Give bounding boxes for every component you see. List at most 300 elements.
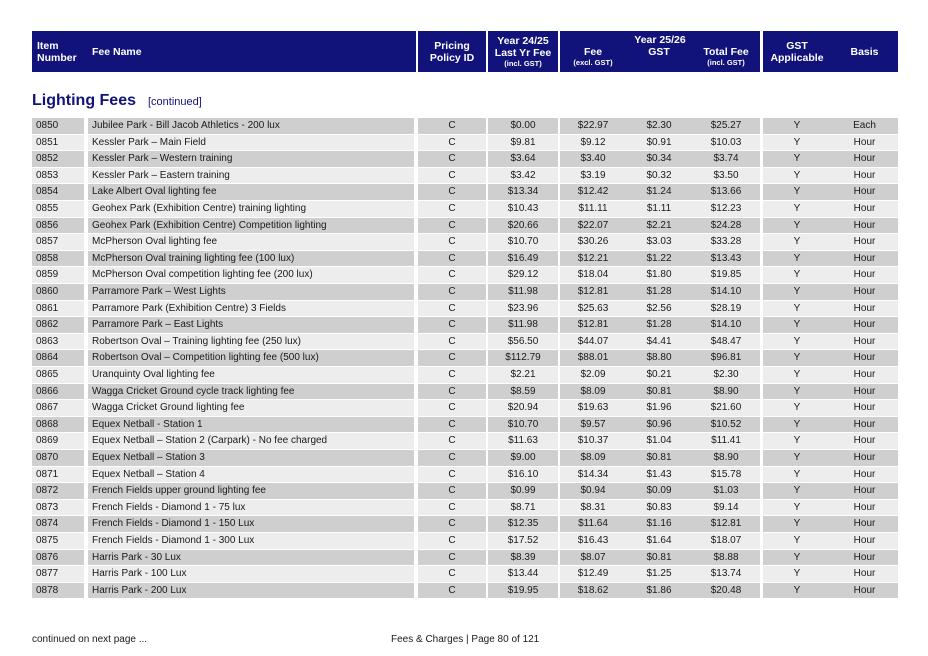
total-fee-cell: $10.52 [692, 417, 760, 433]
table-row [0, 334, 928, 350]
gst-applicable-cell: Y [763, 218, 831, 234]
last-yr-fee-cell: $10.70 [488, 417, 558, 433]
pricing-policy-cell: C [418, 583, 486, 599]
last-yr-fee-cell: $9.00 [488, 450, 558, 466]
table-row [0, 367, 928, 383]
pricing-policy-cell: C [418, 168, 486, 184]
table-row [0, 301, 928, 317]
table-row [0, 218, 928, 234]
header-incl-gst-1: (incl. GST) [504, 58, 542, 68]
pricing-policy-cell: C [418, 450, 486, 466]
header-total-fee [692, 31, 760, 72]
total-fee-cell: $33.28 [692, 234, 760, 250]
header-item-number [37, 31, 77, 72]
fee-excl-gst-cell: $12.42 [560, 184, 626, 200]
last-yr-fee-cell: $56.50 [488, 334, 558, 350]
header-last-yr-fee-label: Last Yr Fee [494, 46, 552, 59]
gst-applicable-cell: Y [763, 583, 831, 599]
total-fee-cell: $10.03 [692, 135, 760, 151]
last-yr-fee-cell: $17.52 [488, 533, 558, 549]
gst-cell: $1.43 [626, 467, 692, 483]
table-header-main [32, 31, 416, 72]
basis-cell: Hour [831, 168, 898, 184]
last-yr-fee-cell: $16.49 [488, 251, 558, 267]
fee-name-cell: Uranquinty Oval lighting fee [88, 367, 414, 383]
gst-cell: $1.80 [626, 267, 692, 283]
gst-applicable-cell: Y [763, 483, 831, 499]
pricing-policy-cell: C [418, 483, 486, 499]
fee-excl-gst-cell: $12.81 [560, 317, 626, 333]
pricing-policy-cell: C [418, 218, 486, 234]
basis-cell: Hour [831, 317, 898, 333]
basis-cell: Hour [831, 533, 898, 549]
header-item-number-line2: Number [37, 51, 77, 64]
gst-applicable-cell: Y [763, 450, 831, 466]
gst-applicable-cell: Y [763, 400, 831, 416]
item-number-cell: 0861 [32, 301, 84, 317]
fee-excl-gst-cell: $25.63 [560, 301, 626, 317]
fee-name-cell: Jubilee Park - Bill Jacob Athletics - 200 lux [88, 118, 414, 134]
gst-applicable-cell: Y [763, 334, 831, 350]
fee-excl-gst-cell: $2.09 [560, 367, 626, 383]
header-gst-applicable-line2: Applicable [770, 51, 824, 64]
total-fee-cell: $48.47 [692, 334, 760, 350]
pricing-policy-cell: C [418, 184, 486, 200]
fee-excl-gst-cell: $14.34 [560, 467, 626, 483]
gst-cell: $1.25 [626, 566, 692, 582]
fee-excl-gst-cell: $8.09 [560, 384, 626, 400]
item-number-cell: 0850 [32, 118, 84, 134]
last-yr-fee-cell: $9.81 [488, 135, 558, 151]
pricing-policy-cell: C [418, 118, 486, 134]
table-row [0, 566, 928, 582]
header-year-2425 [488, 31, 558, 72]
basis-cell: Hour [831, 467, 898, 483]
total-fee-cell: $3.50 [692, 168, 760, 184]
basis-cell: Hour [831, 516, 898, 532]
gst-applicable-cell: Y [763, 267, 831, 283]
last-yr-fee-cell: $11.98 [488, 317, 558, 333]
last-yr-fee-cell: $13.34 [488, 184, 558, 200]
basis-cell: Hour [831, 550, 898, 566]
fee-excl-gst-cell: $8.31 [560, 500, 626, 516]
gst-applicable-cell: Y [763, 367, 831, 383]
fee-excl-gst-cell: $22.07 [560, 218, 626, 234]
fee-name-cell: French Fields - Diamond 1 - 300 Lux [88, 533, 414, 549]
last-yr-fee-cell: $11.63 [488, 433, 558, 449]
item-number-cell: 0875 [32, 533, 84, 549]
fee-name-cell: Equex Netball – Station 3 [88, 450, 414, 466]
table-row [0, 533, 928, 549]
fee-name-cell: Kessler Park – Main Field [88, 135, 414, 151]
pricing-policy-cell: C [418, 467, 486, 483]
pricing-policy-cell: C [418, 201, 486, 217]
total-fee-cell: $21.60 [692, 400, 760, 416]
table-row [0, 500, 928, 516]
basis-cell: Hour [831, 234, 898, 250]
fee-excl-gst-cell: $3.19 [560, 168, 626, 184]
header-year-2526-label: Year 25/26 [634, 34, 686, 46]
gst-cell: $1.96 [626, 400, 692, 416]
gst-cell: $2.30 [626, 118, 692, 134]
total-fee-cell: $13.66 [692, 184, 760, 200]
fee-excl-gst-cell: $18.04 [560, 267, 626, 283]
gst-cell: $1.86 [626, 583, 692, 599]
gst-applicable-cell: Y [763, 533, 831, 549]
total-fee-cell: $11.41 [692, 433, 760, 449]
total-fee-cell: $9.14 [692, 500, 760, 516]
pricing-policy-cell: C [418, 234, 486, 250]
total-fee-cell: $19.85 [692, 267, 760, 283]
gst-cell: $0.81 [626, 450, 692, 466]
gst-applicable-cell: Y [763, 201, 831, 217]
last-yr-fee-cell: $12.35 [488, 516, 558, 532]
basis-cell: Hour [831, 184, 898, 200]
fee-name-cell: Wagga Cricket Ground lighting fee [88, 400, 414, 416]
gst-applicable-cell: Y [763, 317, 831, 333]
item-number-cell: 0868 [32, 417, 84, 433]
table-row [0, 234, 928, 250]
fee-name-cell: Harris Park - 200 Lux [88, 583, 414, 599]
table-row [0, 135, 928, 151]
fee-excl-gst-cell: $8.07 [560, 550, 626, 566]
header-pricing-policy-line1: Pricing [434, 39, 470, 52]
total-fee-cell: $2.30 [692, 367, 760, 383]
basis-cell: Hour [831, 400, 898, 416]
basis-cell: Hour [831, 301, 898, 317]
total-fee-cell: $8.90 [692, 384, 760, 400]
table-row [0, 483, 928, 499]
total-fee-cell: $8.90 [692, 450, 760, 466]
gst-applicable-cell: Y [763, 500, 831, 516]
header-item-number-line1: Item [37, 39, 59, 52]
last-yr-fee-cell: $13.44 [488, 566, 558, 582]
fee-name-cell: Geohex Park (Exhibition Centre) training lighting [88, 201, 414, 217]
last-yr-fee-cell: $0.99 [488, 483, 558, 499]
table-header-gst [763, 31, 898, 72]
gst-cell: $0.21 [626, 367, 692, 383]
gst-applicable-cell: Y [763, 384, 831, 400]
last-yr-fee-cell: $16.10 [488, 467, 558, 483]
table-row [0, 201, 928, 217]
fee-excl-gst-cell: $18.62 [560, 583, 626, 599]
fee-name-cell: McPherson Oval competition lighting fee (200 lux) [88, 267, 414, 283]
gst-applicable-cell: Y [763, 151, 831, 167]
fee-excl-gst-cell: $8.09 [560, 450, 626, 466]
item-number-cell: 0860 [32, 284, 84, 300]
last-yr-fee-cell: $3.64 [488, 151, 558, 167]
footer-page-info: Fees & Charges | Page 80 of 121 [391, 634, 540, 645]
gst-applicable-cell: Y [763, 284, 831, 300]
pricing-policy-cell: C [418, 566, 486, 582]
gst-cell: $1.22 [626, 251, 692, 267]
header-fee-name [92, 31, 142, 72]
section-continued: [continued] [148, 96, 202, 108]
basis-cell: Hour [831, 384, 898, 400]
fee-excl-gst-cell: $12.49 [560, 566, 626, 582]
item-number-cell: 0865 [32, 367, 84, 383]
header-gst-applicable [763, 31, 831, 72]
gst-cell: $4.41 [626, 334, 692, 350]
basis-cell: Hour [831, 284, 898, 300]
basis-cell: Hour [831, 566, 898, 582]
item-number-cell: 0863 [32, 334, 84, 350]
header-incl-gst-2: (incl. GST) [707, 58, 745, 67]
basis-cell: Each [831, 118, 898, 134]
fee-name-cell: Harris Park - 100 Lux [88, 566, 414, 582]
gst-applicable-cell: Y [763, 251, 831, 267]
gst-cell: $2.21 [626, 218, 692, 234]
header-gst [626, 31, 692, 72]
total-fee-cell: $28.19 [692, 301, 760, 317]
fee-excl-gst-cell: $44.07 [560, 334, 626, 350]
table-row [0, 267, 928, 283]
last-yr-fee-cell: $0.00 [488, 118, 558, 134]
pricing-policy-cell: C [418, 317, 486, 333]
fee-excl-gst-cell: $22.97 [560, 118, 626, 134]
last-yr-fee-cell: $29.12 [488, 267, 558, 283]
gst-applicable-cell: Y [763, 433, 831, 449]
table-row [0, 168, 928, 184]
last-yr-fee-cell: $8.59 [488, 384, 558, 400]
header-year-2425-label: Year 24/25 [497, 34, 549, 47]
gst-cell: $0.34 [626, 151, 692, 167]
gst-cell: $0.81 [626, 384, 692, 400]
last-yr-fee-cell: $19.95 [488, 583, 558, 599]
item-number-cell: 0853 [32, 168, 84, 184]
fee-excl-gst-cell: $16.43 [560, 533, 626, 549]
item-number-cell: 0877 [32, 566, 84, 582]
last-yr-fee-cell: $3.42 [488, 168, 558, 184]
fee-name-cell: Kessler Park – Western training [88, 151, 414, 167]
fee-excl-gst-cell: $9.57 [560, 417, 626, 433]
table-row [0, 433, 928, 449]
basis-cell: Hour [831, 483, 898, 499]
gst-cell: $1.16 [626, 516, 692, 532]
total-fee-cell: $25.27 [692, 118, 760, 134]
fee-excl-gst-cell: $19.63 [560, 400, 626, 416]
fee-name-cell: Equex Netball – Station 4 [88, 467, 414, 483]
item-number-cell: 0878 [32, 583, 84, 599]
total-fee-cell: $14.10 [692, 317, 760, 333]
fee-excl-gst-cell: $3.40 [560, 151, 626, 167]
fee-name-cell: Equex Netball – Station 2 (Carpark) - No fee charged [88, 433, 414, 449]
total-fee-cell: $14.10 [692, 284, 760, 300]
fee-name-cell: Harris Park - 30 Lux [88, 550, 414, 566]
basis-cell: Hour [831, 450, 898, 466]
table-row [0, 184, 928, 200]
last-yr-fee-cell: $8.39 [488, 550, 558, 566]
pricing-policy-cell: C [418, 301, 486, 317]
basis-cell: Hour [831, 433, 898, 449]
basis-cell: Hour [831, 251, 898, 267]
gst-applicable-cell: Y [763, 301, 831, 317]
section-heading [32, 92, 202, 112]
header-gst-applicable-line1: GST [786, 39, 808, 52]
fee-name-cell: Geohex Park (Exhibition Centre) Competition lighting [88, 218, 414, 234]
fee-excl-gst-cell: $12.81 [560, 284, 626, 300]
pricing-policy-cell: C [418, 500, 486, 516]
fee-name-cell: Lake Albert Oval lighting fee [88, 184, 414, 200]
item-number-cell: 0870 [32, 450, 84, 466]
total-fee-cell: $8.88 [692, 550, 760, 566]
total-fee-cell: $18.07 [692, 533, 760, 549]
header-basis [831, 31, 898, 72]
fee-excl-gst-cell: $11.64 [560, 516, 626, 532]
gst-cell: $0.83 [626, 500, 692, 516]
gst-applicable-cell: Y [763, 118, 831, 134]
gst-applicable-cell: Y [763, 184, 831, 200]
total-fee-cell: $24.28 [692, 218, 760, 234]
gst-cell: $0.81 [626, 550, 692, 566]
gst-cell: $0.96 [626, 417, 692, 433]
gst-cell: $0.32 [626, 168, 692, 184]
item-number-cell: 0872 [32, 483, 84, 499]
fee-excl-gst-cell: $88.01 [560, 350, 626, 366]
gst-applicable-cell: Y [763, 234, 831, 250]
table-row [0, 118, 928, 134]
pricing-policy-cell: C [418, 400, 486, 416]
item-number-cell: 0866 [32, 384, 84, 400]
item-number-cell: 0855 [32, 201, 84, 217]
table-row [0, 583, 928, 599]
fee-name-cell: Robertson Oval – Competition lighting fee (500 lux) [88, 350, 414, 366]
basis-cell: Hour [831, 367, 898, 383]
last-yr-fee-cell: $20.66 [488, 218, 558, 234]
table-row [0, 251, 928, 267]
item-number-cell: 0862 [32, 317, 84, 333]
total-fee-cell: $13.74 [692, 566, 760, 582]
last-yr-fee-cell: $20.94 [488, 400, 558, 416]
basis-cell: Hour [831, 201, 898, 217]
item-number-cell: 0874 [32, 516, 84, 532]
pricing-policy-cell: C [418, 516, 486, 532]
total-fee-cell: $12.81 [692, 516, 760, 532]
total-fee-cell: $1.03 [692, 483, 760, 499]
fee-name-cell: Parramore Park – West Lights [88, 284, 414, 300]
footer-continued: continued on next page ... [32, 634, 148, 645]
gst-applicable-cell: Y [763, 550, 831, 566]
basis-cell: Hour [831, 135, 898, 151]
fee-name-cell: Parramore Park (Exhibition Centre) 3 Fields [88, 301, 414, 317]
basis-cell: Hour [831, 417, 898, 433]
total-fee-cell: $20.48 [692, 583, 760, 599]
gst-cell: $1.64 [626, 533, 692, 549]
pricing-policy-cell: C [418, 350, 486, 366]
header-basis-label: Basis [850, 45, 879, 58]
table-row [0, 467, 928, 483]
last-yr-fee-cell: $112.79 [488, 350, 558, 366]
gst-cell: $0.91 [626, 135, 692, 151]
fee-name-cell: Equex Netball - Station 1 [88, 417, 414, 433]
table-row [0, 450, 928, 466]
pricing-policy-cell: C [418, 550, 486, 566]
fee-excl-gst-cell: $11.11 [560, 201, 626, 217]
pricing-policy-cell: C [418, 384, 486, 400]
last-yr-fee-cell: $11.98 [488, 284, 558, 300]
total-fee-cell: $96.81 [692, 350, 760, 366]
item-number-cell: 0858 [32, 251, 84, 267]
gst-cell: $1.04 [626, 433, 692, 449]
gst-applicable-cell: Y [763, 566, 831, 582]
pricing-policy-cell: C [418, 151, 486, 167]
gst-cell: $8.80 [626, 350, 692, 366]
pricing-policy-cell: C [418, 267, 486, 283]
gst-cell: $2.56 [626, 301, 692, 317]
basis-cell: Hour [831, 267, 898, 283]
item-number-cell: 0867 [32, 400, 84, 416]
last-yr-fee-cell: $10.70 [488, 234, 558, 250]
basis-cell: Hour [831, 350, 898, 366]
item-number-cell: 0859 [32, 267, 84, 283]
table-row [0, 284, 928, 300]
pricing-policy-cell: C [418, 533, 486, 549]
gst-applicable-cell: Y [763, 168, 831, 184]
fee-excl-gst-cell: $10.37 [560, 433, 626, 449]
gst-applicable-cell: Y [763, 350, 831, 366]
item-number-cell: 0851 [32, 135, 84, 151]
fee-name-cell: McPherson Oval training lighting fee (100 lux) [88, 251, 414, 267]
gst-cell: $3.03 [626, 234, 692, 250]
pricing-policy-cell: C [418, 251, 486, 267]
table-header-values [418, 31, 760, 72]
pricing-policy-cell: C [418, 334, 486, 350]
total-fee-cell: $12.23 [692, 201, 760, 217]
item-number-cell: 0852 [32, 151, 84, 167]
pricing-policy-cell: C [418, 433, 486, 449]
basis-cell: Hour [831, 583, 898, 599]
header-gst-label: GST [648, 46, 670, 58]
total-fee-cell: $15.78 [692, 467, 760, 483]
header-fee-label: Fee [583, 46, 603, 58]
item-number-cell: 0871 [32, 467, 84, 483]
basis-cell: Hour [831, 218, 898, 234]
gst-applicable-cell: Y [763, 135, 831, 151]
fee-name-cell: Robertson Oval – Training lighting fee (250 lux) [88, 334, 414, 350]
item-number-cell: 0864 [32, 350, 84, 366]
table-row [0, 550, 928, 566]
gst-cell: $1.24 [626, 184, 692, 200]
gst-cell: $1.28 [626, 284, 692, 300]
basis-cell: Hour [831, 334, 898, 350]
fee-name-cell: Parramore Park – East Lights [88, 317, 414, 333]
header-fee [560, 31, 626, 72]
item-number-cell: 0869 [32, 433, 84, 449]
fee-name-cell: Kessler Park – Eastern training [88, 168, 414, 184]
fee-name-cell: Wagga Cricket Ground cycle track lighting fee [88, 384, 414, 400]
table-row [0, 317, 928, 333]
table-row [0, 350, 928, 366]
item-number-cell: 0873 [32, 500, 84, 516]
pricing-policy-cell: C [418, 417, 486, 433]
fee-name-cell: French Fields - Diamond 1 - 150 Lux [88, 516, 414, 532]
fee-name-cell: French Fields upper ground lighting fee [88, 483, 414, 499]
fee-excl-gst-cell: $30.26 [560, 234, 626, 250]
fee-name-cell: French Fields - Diamond 1 - 75 lux [88, 500, 414, 516]
fee-name-cell: McPherson Oval lighting fee [88, 234, 414, 250]
header-excl-gst: (excl. GST) [573, 58, 613, 67]
fee-excl-gst-cell: $12.21 [560, 251, 626, 267]
last-yr-fee-cell: $2.21 [488, 367, 558, 383]
pricing-policy-cell: C [418, 135, 486, 151]
gst-applicable-cell: Y [763, 467, 831, 483]
last-yr-fee-cell: $23.96 [488, 301, 558, 317]
table-row [0, 384, 928, 400]
item-number-cell: 0876 [32, 550, 84, 566]
table-row [0, 400, 928, 416]
gst-applicable-cell: Y [763, 516, 831, 532]
header-fee-name-label: Fee Name [92, 45, 142, 58]
